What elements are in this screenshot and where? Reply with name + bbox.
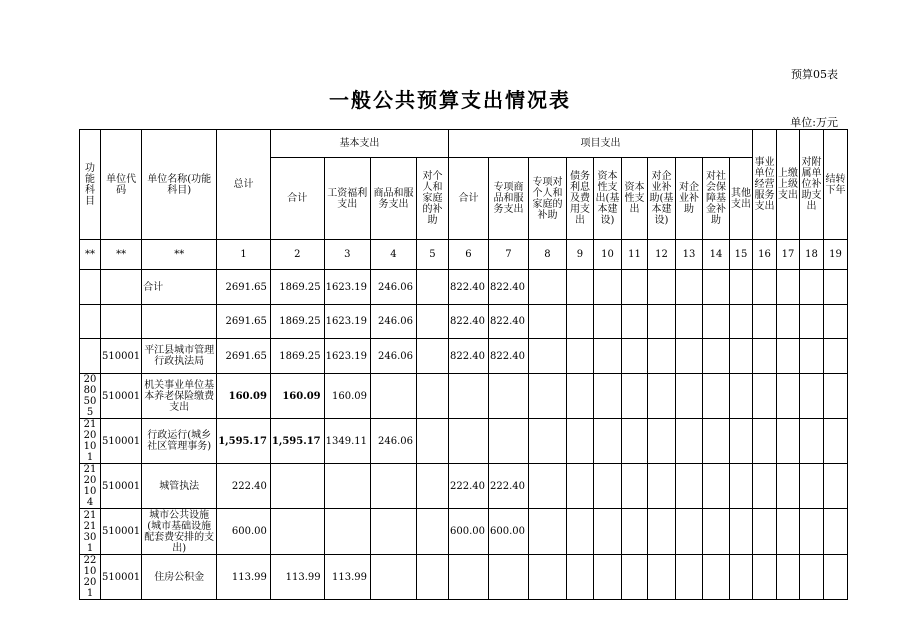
empty-cell [528,509,566,555]
empty-cell [776,374,799,419]
project-goods-cell: 822.40 [488,305,528,339]
empty-cell [621,339,647,374]
goods-cell [370,464,416,509]
empty-cell [566,509,593,555]
empty-cell [799,509,823,555]
empty-cell [823,509,847,555]
index-cell: 2 [270,240,324,270]
empty-cell [621,374,647,419]
unit-code-cell: 510001 [101,419,142,464]
empty-cell [752,464,776,509]
goods-cell [370,509,416,555]
empty-cell [799,419,823,464]
empty-cell [823,419,847,464]
func-code-cell: 2121301 [80,509,101,555]
unit-name-cell: 城市公共设施(城市基础设施配套费安排的支出) [142,509,217,555]
empty-cell [593,270,621,305]
total-cell: 600.00 [217,509,271,555]
empty-cell [528,270,566,305]
unit-code-cell: 510001 [101,374,142,419]
empty-cell [647,509,675,555]
project-subtotal-cell: 822.40 [448,270,488,305]
index-cell: 17 [776,240,799,270]
index-cell: 14 [702,240,729,270]
index-cell: 5 [416,240,448,270]
empty-cell [776,305,799,339]
header-salary: 工资福利支出 [324,158,370,240]
empty-cell [729,339,752,374]
project-subtotal-cell: 600.00 [448,509,488,555]
basic-subtotal-cell: 1869.25 [270,339,324,374]
empty-cell [528,419,566,464]
header-basic: 基本支出 [270,130,448,158]
total-cell: 1,595.17 [217,419,271,464]
index-cell: 7 [488,240,528,270]
empty-cell [729,509,752,555]
empty-cell [702,339,729,374]
empty-cell [702,419,729,464]
header-subsidiary: 对附属单位补助支出 [799,130,823,240]
header-unit-code: 单位代码 [101,130,142,240]
header-proj-goods: 专项商品和服务支出 [488,158,528,240]
empty-cell [702,464,729,509]
empty-cell [566,555,593,600]
empty-cell [776,419,799,464]
page-title: 一般公共预算支出情况表 [329,88,571,112]
empty-cell [593,305,621,339]
index-cell: 16 [752,240,776,270]
header-social: 对社会保障基金补助 [702,158,729,240]
empty-cell [752,270,776,305]
unit-name-cell: 平江县城市管理行政执法局 [142,339,217,374]
empty-cell [593,464,621,509]
empty-cell [621,270,647,305]
personal-cell [416,305,448,339]
basic-subtotal-cell: 1869.25 [270,305,324,339]
empty-cell [752,419,776,464]
empty-cell [647,270,675,305]
project-goods-cell [488,374,528,419]
index-cell: 8 [528,240,566,270]
header-goods: 商品和服务支出 [370,158,416,240]
index-cell: 6 [448,240,488,270]
empty-cell [823,555,847,600]
personal-cell [416,374,448,419]
empty-cell [799,339,823,374]
empty-cell [823,464,847,509]
empty-cell [566,339,593,374]
empty-cell [647,305,675,339]
empty-cell [621,419,647,464]
total-cell: 222.40 [217,464,271,509]
empty-cell [566,270,593,305]
empty-cell [528,555,566,600]
total-cell: 2691.65 [217,305,271,339]
unit-code-cell: 510001 [101,339,142,374]
goods-cell [370,374,416,419]
header-project: 项目支出 [448,130,752,158]
empty-cell [702,374,729,419]
index-cell: 13 [675,240,702,270]
unit-name-cell: 行政运行(城乡社区管理事务) [142,419,217,464]
empty-cell [823,374,847,419]
empty-cell [647,339,675,374]
index-row [80,240,848,270]
empty-cell [776,339,799,374]
header-debt: 债务利息及费用支出 [566,158,593,240]
empty-cell [776,464,799,509]
empty-cell [776,555,799,600]
func-code-cell [80,339,101,374]
empty-cell [566,464,593,509]
empty-cell [823,339,847,374]
empty-cell [675,419,702,464]
empty-cell [675,270,702,305]
empty-cell [799,555,823,600]
total-cell: 160.09 [217,374,271,419]
total-cell: 113.99 [217,555,271,600]
salary-cell: 1349.11 [324,419,370,464]
table-row [80,555,848,600]
salary-cell [324,509,370,555]
table-row [80,305,848,339]
table-row [80,419,848,464]
header-unit-name: 单位名称(功能科目) [142,130,217,240]
header-func-subject: 功能科目 [80,130,101,240]
header-carry: 结转下年 [823,130,847,240]
index-cell: 10 [593,240,621,270]
basic-subtotal-cell: 160.09 [270,374,324,419]
empty-cell [799,374,823,419]
empty-cell [647,374,675,419]
project-goods-cell: 822.40 [488,339,528,374]
unit-name-cell [142,305,217,339]
project-goods-cell: 822.40 [488,270,528,305]
goods-cell: 246.06 [370,339,416,374]
index-cell: ** [142,240,217,270]
basic-subtotal-cell: 1,595.17 [270,419,324,464]
empty-cell [566,419,593,464]
total-cell: 2691.65 [217,270,271,305]
empty-cell [776,509,799,555]
goods-cell: 246.06 [370,419,416,464]
func-code-cell: 2120101 [80,419,101,464]
empty-cell [729,555,752,600]
empty-cell [752,305,776,339]
project-subtotal-cell: 822.40 [448,339,488,374]
index-cell: 12 [647,240,675,270]
empty-cell [799,270,823,305]
func-code-cell: 2210201 [80,555,101,600]
empty-cell [528,339,566,374]
table-row [80,339,848,374]
goods-cell: 246.06 [370,305,416,339]
unit-label: 单位:万元 [790,116,838,129]
empty-cell [593,555,621,600]
basic-subtotal-cell: 113.99 [270,555,324,600]
empty-cell [729,464,752,509]
empty-cell [593,374,621,419]
empty-cell [729,374,752,419]
index-cell: 15 [729,240,752,270]
project-subtotal-cell [448,419,488,464]
basic-subtotal-cell: 1869.25 [270,270,324,305]
salary-cell: 113.99 [324,555,370,600]
empty-cell [675,509,702,555]
header-capital-build: 资本性支出(基本建设) [593,158,621,240]
header-biz: 事业单位经营服务支出 [752,130,776,240]
empty-cell [752,509,776,555]
empty-cell [593,509,621,555]
index-cell: ** [80,240,101,270]
project-subtotal-cell [448,555,488,600]
header-proj-subtotal: 合计 [448,158,488,240]
project-subtotal-cell: 822.40 [448,305,488,339]
empty-cell [702,509,729,555]
empty-cell [647,419,675,464]
header-upper: 上缴上级支出 [776,130,799,240]
project-goods-cell: 222.40 [488,464,528,509]
header-total: 总计 [217,130,271,240]
index-cell: 4 [370,240,416,270]
unit-code-cell: 510001 [101,555,142,600]
basic-subtotal-cell [270,509,324,555]
empty-cell [799,464,823,509]
empty-cell [675,339,702,374]
personal-cell [416,339,448,374]
personal-cell [416,419,448,464]
empty-cell [702,270,729,305]
empty-cell [752,555,776,600]
empty-cell [647,555,675,600]
personal-cell [416,464,448,509]
form-number: 预算05表 [791,68,838,81]
empty-cell [702,305,729,339]
empty-cell [675,464,702,509]
empty-cell [729,305,752,339]
unit-name-cell: 机关事业单位基本养老保险缴费支出 [142,374,217,419]
func-code-cell: 2120104 [80,464,101,509]
header-enterprise-build: 对企业补助(基本建设) [647,158,675,240]
index-cell: 19 [823,240,847,270]
empty-cell [823,305,847,339]
header-proj-personal: 专项对个人和家庭的补助 [528,158,566,240]
empty-cell [528,464,566,509]
empty-cell [593,419,621,464]
empty-cell [675,374,702,419]
empty-cell [593,339,621,374]
empty-cell [729,270,752,305]
unit-name-cell: 城管执法 [142,464,217,509]
budget-table [79,129,848,600]
func-code-cell [80,305,101,339]
project-goods-cell [488,419,528,464]
empty-cell [621,555,647,600]
table-row [80,374,848,419]
index-cell: 11 [621,240,647,270]
header-personal: 对个人和家庭的补助 [416,158,448,240]
project-subtotal-cell [448,374,488,419]
empty-cell [675,555,702,600]
unit-code-cell: 510001 [101,509,142,555]
empty-cell [566,305,593,339]
index-cell: 1 [217,240,271,270]
basic-subtotal-cell [270,464,324,509]
table-row [80,509,848,555]
empty-cell [566,374,593,419]
header-enterprise: 对企业补助 [675,158,702,240]
unit-name-cell: 合计 [142,270,217,305]
project-goods-cell [488,555,528,600]
header-capital: 资本性支出 [621,158,647,240]
empty-cell [752,374,776,419]
salary-cell: 1623.19 [324,305,370,339]
empty-cell [823,270,847,305]
empty-cell [776,270,799,305]
empty-cell [799,305,823,339]
personal-cell [416,270,448,305]
empty-cell [528,305,566,339]
table-row [80,464,848,509]
personal-cell [416,509,448,555]
empty-cell [675,305,702,339]
empty-cell [647,464,675,509]
func-code-cell: 2080505 [80,374,101,419]
empty-cell [702,555,729,600]
unit-name-cell: 住房公积金 [142,555,217,600]
table-row [80,270,848,305]
index-cell: 3 [324,240,370,270]
empty-cell [621,305,647,339]
unit-code-cell: 510001 [101,464,142,509]
empty-cell [752,339,776,374]
empty-cell [621,464,647,509]
personal-cell [416,555,448,600]
func-code-cell [80,270,101,305]
header-other: 其他支出 [729,158,752,240]
project-subtotal-cell: 222.40 [448,464,488,509]
project-goods-cell: 600.00 [488,509,528,555]
salary-cell: 1623.19 [324,339,370,374]
index-cell: 9 [566,240,593,270]
index-cell: ** [101,240,142,270]
goods-cell [370,555,416,600]
salary-cell [324,464,370,509]
empty-cell [528,374,566,419]
empty-cell [621,509,647,555]
salary-cell: 160.09 [324,374,370,419]
unit-code-cell [101,270,142,305]
header-basic-subtotal: 合计 [270,158,324,240]
total-cell: 2691.65 [217,339,271,374]
salary-cell: 1623.19 [324,270,370,305]
index-cell: 18 [799,240,823,270]
empty-cell [729,419,752,464]
goods-cell: 246.06 [370,270,416,305]
unit-code-cell [101,305,142,339]
